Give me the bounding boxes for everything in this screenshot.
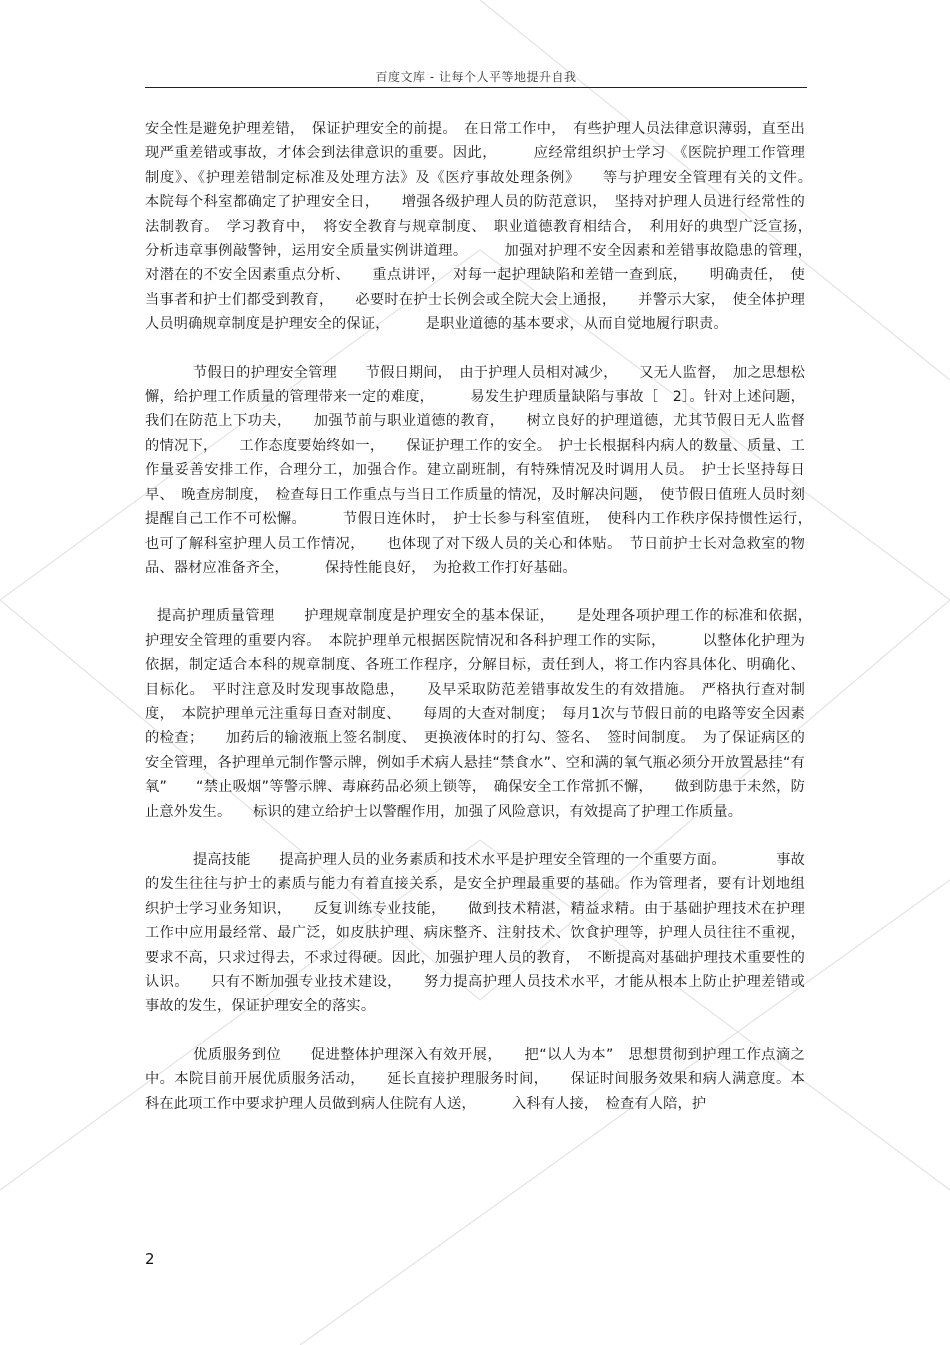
- page-number: 2: [145, 1250, 155, 1268]
- paragraph-quality-management: 提高护理质量管理 护理规章制度是护理安全的基本保证， 是处理各项护理工作的标准和依据， 护理安全管理的重要内容。 本院护理单元根据医院情况和各科护理工作的实际， 以整体化护理为依据，制定适合本科的规章制度、各班工作程序，分解目标，责任到人，将工作内容具体化、明确化、目标化。 平时注意及时发现事故隐患， 及早采取防范差错事故发生的有效措施。 严格执行查对制度， 本院护理单元注重每日查对制度、 每周的大查对制度； 每月1次与节假日前的电路等安全因素的检查； 加药后的输液瓶上签名制度、 更换液体时的打勾、签名、 签时间制度。 为了保证病区的安全管理，各护理单元制作警示牌，例如手术病人悬挂“禁食水”、空和满的氧气瓶必须分开放置悬挂“有氧” “禁止吸烟”等警示牌、毒麻药品必须上锁等， 确保安全工作常抓不懈， 做到防患于未然，防止意外发生。 标识的建立给护士以警醒作用，加强了风险意识，有效提高了护理工作质量。: [145, 608, 820, 820]
- paragraph-legal-education: 安全性是避免护理差错， 保证护理安全的前提。 在日常工作中， 有些护理人员法律意识薄弱，直至出现严重差错或事故，才体会到法律意识的重要。因此， 应经常组织护士学习 《医院护理工作管理制度》、《护理差错制定标准及处理方法》及《医疗事故处理条例》 等与护理安全管理有关的文件。 本院每个科室都确定了护理安全日， 增强各级护理人员的防范意识， 坚持对护理人员进行经常性的法制教育。 学习教育中， 将安全教育与规章制度、 职业道德教育相结合， 利用好的典型广泛宣扬， 分析违章事例敲警钟，运用安全质量实例讲道理。 加强对护理不安全因素和差错事故隐患的管理， 对潜在的不安全因素重点分析、 重点讲评， 对每一起护理缺陷和差错一查到底， 明确责任， 使当事者和护士们都受到教育， 必要时在护士长例会或全院大会上通报， 并警示大家， 使全体护理人员明确规章制度是护理安全的保证， 是职业道德的基本要求，从而自觉地履行职责。: [145, 121, 834, 333]
- header-rule: [145, 87, 807, 88]
- paragraph-quality-service: 优质服务到位 促进整体护理深入有效开展， 把“以人为本” 思想贯彻到护理工作点滴之中。本院目前开展优质服务活动， 延长直接护理服务时间， 保证时间服务效果和病人满意度。本科在此项工作中要求护理人员做到病人住院有人送， 入科有人接， 检查有人陪，护: [145, 1046, 805, 1112]
- page-header: 百度文库 - 让每个人平等地提升自我: [375, 70, 577, 84]
- paragraph-skill-improvement: 提高技能 提高护理人员的业务素质和技术水平是护理安全管理的一个重要方面。 事故的发生往往与护士的素质与能力有着直接关系，是安全护理最重要的基础。作为管理者，要有计划地组织护士学习业务知识， 反复训练专业技能， 做到技术精湛，精益求精。由于基础护理技术在护理工作中应用最经常、最广泛，如皮肤护理、病床整齐、注射技术、饮食护理等，护理人员往往不重视，要求不高，只求过得去，不求过得硬。因此，加强护理人员的教育， 不断提高对基础护理技术重要性的认识。 只有不断加强专业技术建设， 努力提高护理人员技术水平，才能从根本上防止护理差错或事故的发生，保证护理安全的落实。: [145, 851, 805, 1015]
- paragraph-holiday-safety: 节假日的护理安全管理 节假日期间， 由于护理人员相对减少， 又无人监督， 加之思想松懈，给护理工作质量的管理带来一定的难度， 易发生护理质量缺陷与事故［ 2］。针对上述问题，我们在防范上下功夫， 加强节前与职业道德的教育， 树立良好的护理道德，尤其节假日无人监督的情况下， 工作态度要始终如一， 保证护理工作的安全。 护士长根据科内病人的数量、质量、工作量妥善安排工作，合理分工，加强合作。建立副班制，有特殊情况及时调用人员。 护士长坚持每日早、 晚查房制度， 检查每日工作重点与当日工作质量的情况，及时解决问题， 使节假日值班人员时刻提醒自己工作不可松懈。 节假日连休时， 护士长参与科室值班， 使科内工作秩序保持惯性运行， 也可了解科室护理人员工作情况， 也体现了对下级人员的关心和体贴。 节日前护士长对急救室的物品、器材应准备齐全， 保持性能良好， 为抢救工作打好基础。: [145, 364, 849, 576]
- document-body: [145, 117, 849, 1140]
